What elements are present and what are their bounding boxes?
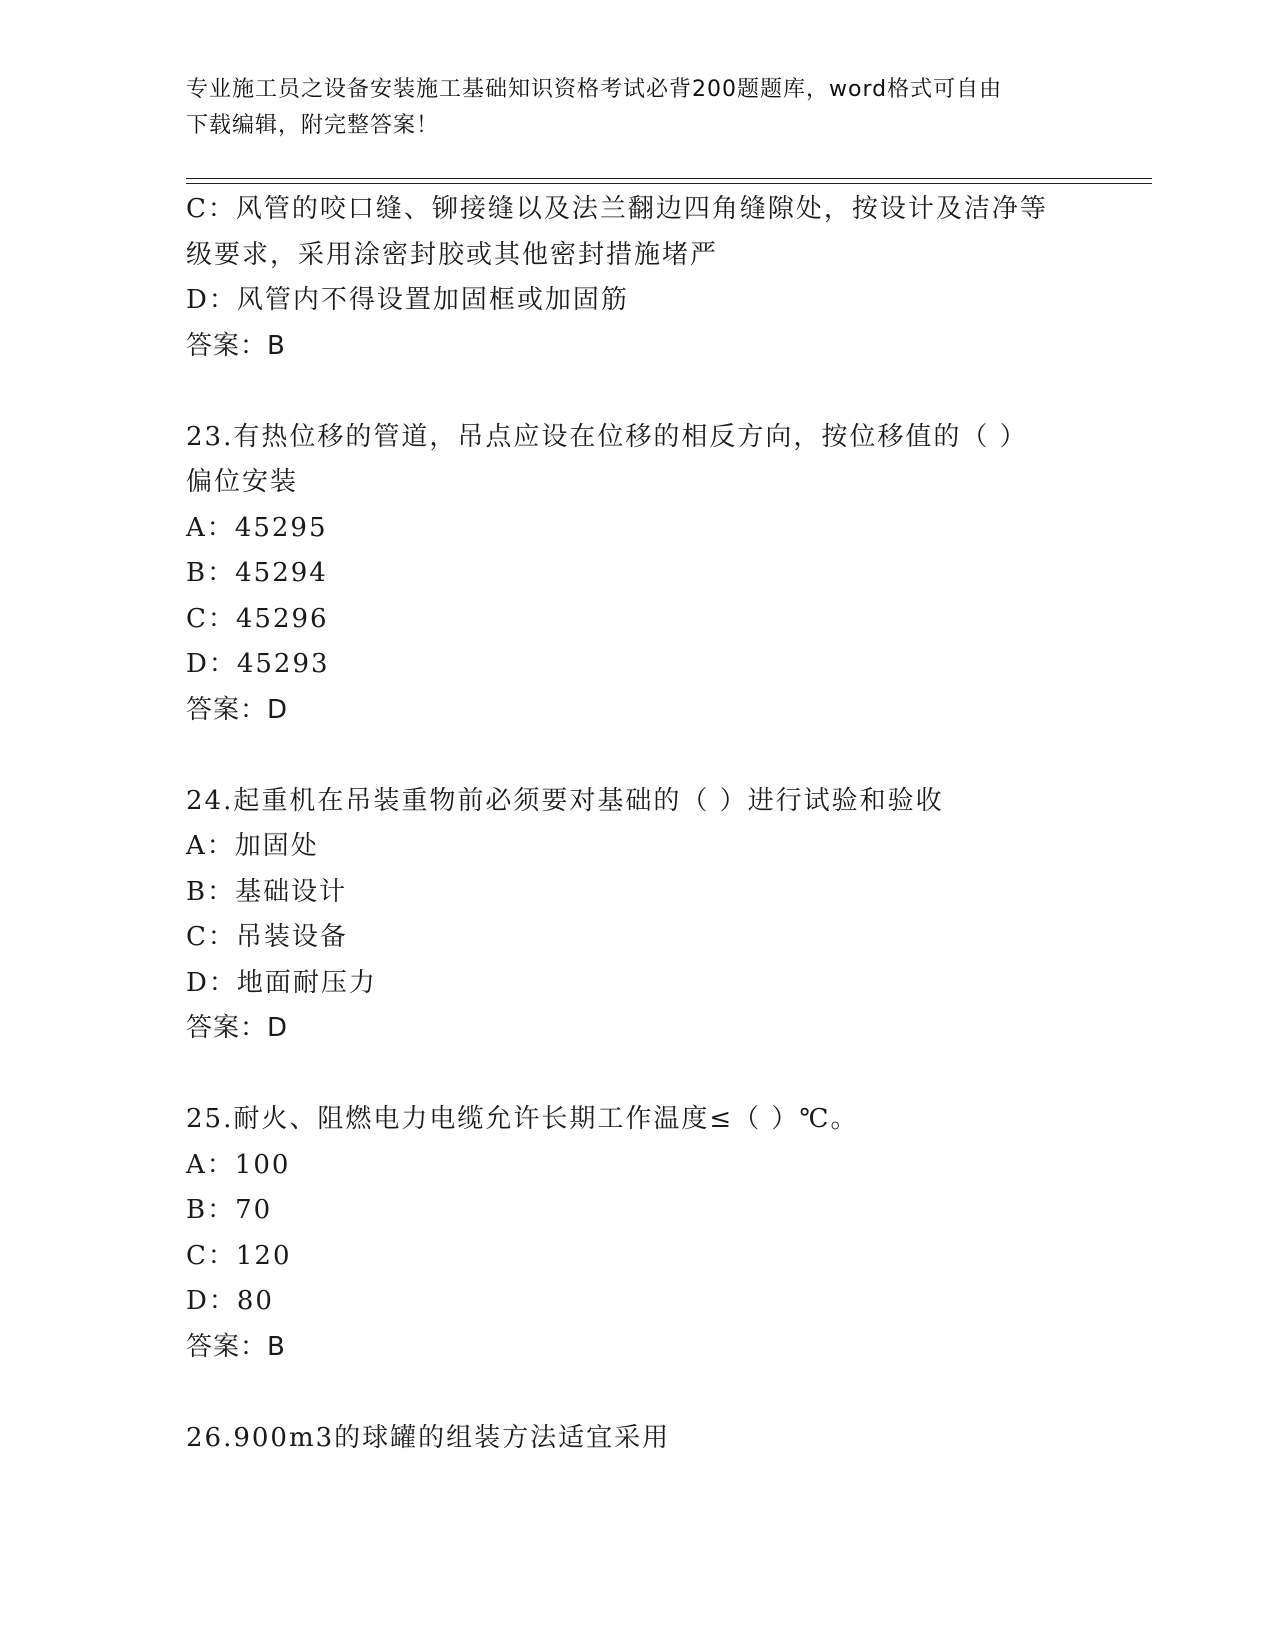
question-22-continuation [186, 187, 1086, 369]
option-d: D：地面耐压力 [186, 967, 377, 998]
question-23 [186, 415, 1086, 734]
option-d: D：风管内不得设置加固框或加固筋 [186, 285, 629, 315]
question-26 [186, 1416, 1086, 1462]
question-spacer [186, 1052, 1086, 1098]
question-content [186, 187, 1086, 1461]
option-c: C：吊装设备 [186, 922, 348, 952]
option-b: B：45294 [186, 558, 328, 588]
answer-label: 答案：B [186, 1331, 286, 1362]
option-d: D：80 [186, 1286, 274, 1316]
option-b: B：70 [186, 1195, 273, 1225]
document-header [186, 72, 1086, 144]
question-stem: 23.有热位移的管道，吊点应设在位移的相反方向，按位移值的（ ） [186, 421, 1028, 452]
option-c: C：风管的咬口缝、铆接缝以及法兰翻边四角缝隙处，按设计及洁净等 [186, 194, 1048, 224]
answer-label: 答案：D [186, 1013, 289, 1043]
option-a: A：100 [186, 1149, 291, 1180]
answer-label: 答案：D [186, 694, 289, 725]
header-divider-bottom [186, 183, 1152, 184]
option-c: C：120 [186, 1240, 292, 1271]
question-25 [186, 1097, 1086, 1370]
header-line-1: 专业施工员之设备安装施工基础知识资格考试必背200题题库，word格式可自由 [186, 77, 1003, 102]
question-24 [186, 779, 1086, 1052]
option-b: B：基础设计 [186, 876, 348, 907]
option-c-continued: 级要求，采用涂密封胶或其他密封措施堵严 [186, 239, 719, 270]
header-line-2: 下载编辑，附完整答案！ [186, 113, 440, 138]
question-stem: 24.起重机在吊装重物前必须要对基础的（ ）进行试验和验收 [186, 785, 944, 816]
header-divider-top [186, 178, 1152, 179]
option-a: A：45295 [186, 512, 328, 543]
answer-label: 答案：B [186, 330, 286, 361]
question-spacer [186, 733, 1086, 779]
option-d: D：45293 [186, 649, 330, 679]
option-c: C：45296 [186, 603, 329, 634]
option-a: A：加固处 [186, 831, 319, 861]
question-stem-continued: 偏位安装 [186, 467, 299, 497]
question-spacer [186, 369, 1086, 415]
question-stem: 26.900m3的球罐的组装方法适宜采用 [186, 1422, 671, 1453]
question-spacer [186, 1370, 1086, 1416]
question-stem: 25.耐火、阻燃电力电缆允许长期工作温度≤（ ）℃。 [186, 1104, 859, 1134]
